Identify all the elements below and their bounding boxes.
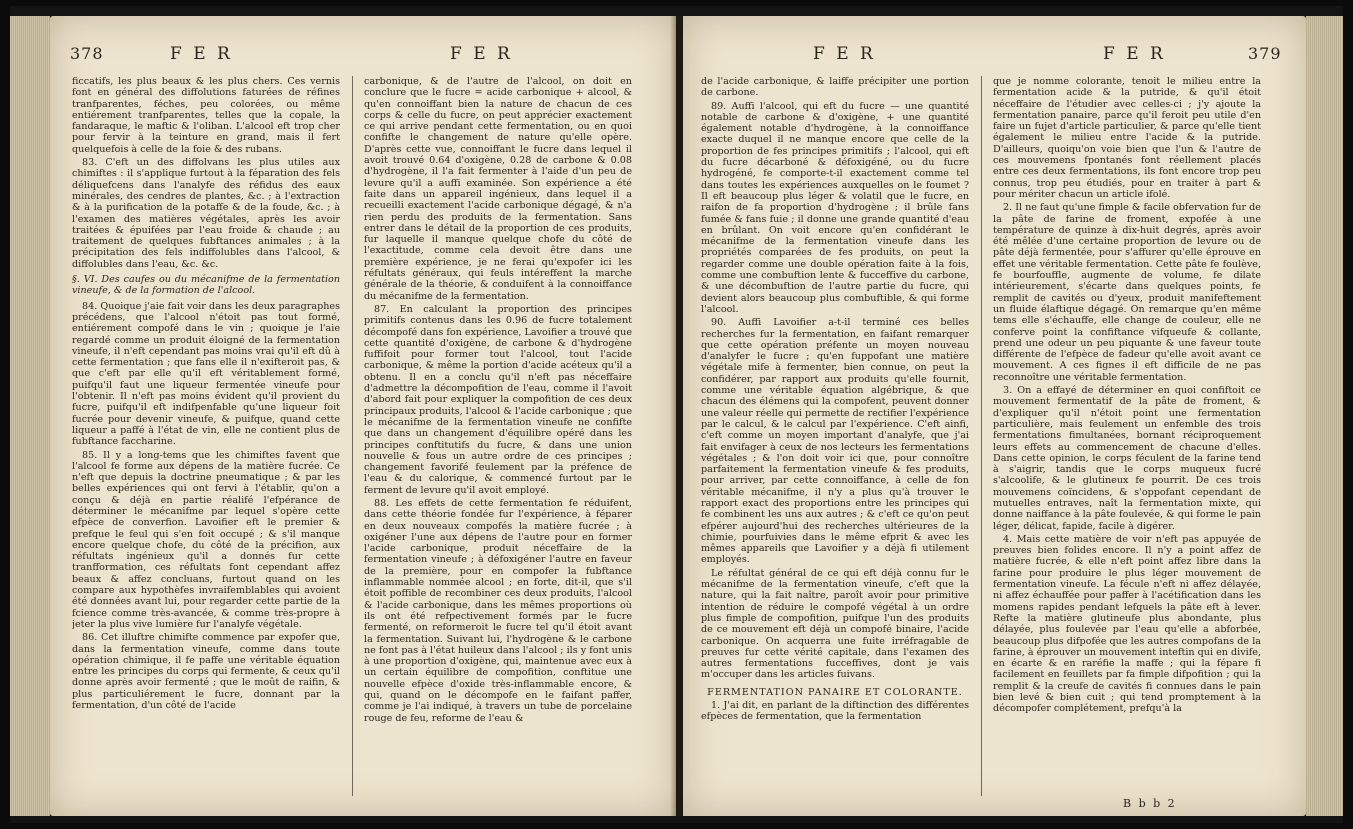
page-edges-right	[1306, 16, 1343, 816]
right-col-1	[701, 76, 969, 796]
page-edges-left	[10, 16, 50, 816]
left-col-1	[72, 76, 340, 796]
left-page-number: 378	[70, 44, 104, 63]
paragraph: 85. Il y a long-tems que les chimiftes favent que l'alcool fe forme aux dépens de la matière fucrée. Ce n'eft que depuis la doctrine pneumatique ; & par les belles expériences qui ont fervi à l'établir, qu'on a conçu & déjà en partie réalifé l'efpérance de déterminer le mécanifme par lequel s'opère cette efpèce de converfion. Lavoifier eft le premier & prefque le feul qui s'en foit occupé ; & s'il manque encore quelque chofe, du côté de la précifion, aux réfultats ingénieux qu'il a donnés fur cette tranfformation, ces réfultats font cependant affez beaux & affez concluans, furtout quand on les compare aux hypothèfes invraifemblables qui avoient été données avant lui, pour regarder cette partie de la fcience comme très-avancée, & comme très-propre à jeter la plus vive lumière fur l'analyfe végétale.	[72, 449, 340, 630]
article-heading: FERMENTATION PANAIRE ET COLORANTE.	[707, 686, 963, 698]
right-page	[683, 16, 1306, 816]
right-running-head-title: F E R	[813, 44, 876, 64]
left-running-head	[50, 44, 676, 70]
paragraph: 90. Auffi Lavoifier a-t-il terminé ces belles recherches fur la fermentation, en faifant remarquer que cette opération préfente un moyen nouveau d'analyfer le fucre ; qu'en fuppofant une matière végétale mife à fermenter, bien connue, on peut la confidérer, par rapport aux produits qu'elle fournit, comme une véritable équation algébrique, & que chacun des élémens qui la compofent, peuvent donner une valeur réelle qui permette de rectifier l'expérience par le calcul, & le calcul par l'expérience. C'eft ainfi, c'eft comme un moyen important d'analyfe, que j'ai fait envifager à ceux de nos lecteurs les fermentations végétales ; & l'on doit voir ici que, pour connoître parfaitement la fermentation vineufe & fes produits, pour arriver, par cette connoiffance, à celle de fon véritable mécanifme, il n'y a plus qu'à trouver le rapport exact des proportions entre les principes qui fe combinent les uns aux autres ; & c'eft ce qu'on peut efpérer aujourd'hui des recherches ultérieures de la chimie, pourfuivies dans le même efprit & avec les mêmes appareils que Lavoifier y a déjà fi utilement employés.	[701, 317, 969, 566]
column-rule	[981, 76, 982, 796]
paragraph: 83. C'eft un des diffolvans les plus utiles aux chimiftes : il s'applique furtout à la féparation des fels déliquefcens dans l'analyfe des réfidus des eaux minérales, des cendres de plantes, &c. ; à l'extraction & à la purification de la potaffe & de la foude, &c. ; à l'examen des matières végétales, après les avoir traitées & épuifées par l'eau froide & chaude ; au traitement de quelques fubftances animales ; à la précipitation des fels indiffolubles dans l'alcool, & diffolubles dans l'eau, &c. &c.	[72, 157, 340, 270]
paragraph: de l'acide carbonique, & laiffe précipiter une portion de carbone.	[701, 76, 969, 99]
right-page-columns	[701, 76, 1291, 796]
paragraph: 3. On a effayé de déterminer en quoi confiftoit ce mouvement fermentatif de la pâte de froment, & d'expliquer qu'il n'étoit point une fermentation particulière, mais feulement un enfemble des trois fermentations fimultanées, bornant réciproquement leurs effets au commencement de chacune d'elles. Dans cette opinion, le corps féculent de la farine tend à s'aigrir, tandis que le corps muqueux fucré s'alcoolife, & le glutineux fe pourrit. De ces trois mouvemens coïncidens, & s'oppofant cependant de mutuelles entraves, naît la fermentation mixte, qui donne naiffance à la pâte foulevée, & qui forme le pain léger, délicat, fapide, facile à digérer.	[993, 385, 1261, 532]
right-running-head	[683, 44, 1306, 70]
book-spread	[10, 6, 1343, 823]
left-running-head-title-2: F E R	[450, 44, 513, 64]
right-page-number: 379	[1248, 44, 1282, 63]
paragraph: 87. En calculant la proportion des principes primitifs contenus dans les 0.96 de fucre totalement décompofé dans fon expérience, Lavoifier a trouvé que cette quantité d'oxigène, de carbone & d'hydrogène fuffifoit pour former tout l'alcool, tout l'acide carbonique, & même la portion d'acide acéteux qu'il a obtenu. Il en a conclu qu'il n'eft pas néceffaire d'admettre la décompofition de l'eau, comme il l'avoit d'abord fait pour expliquer la compofition de ces deux principaux produits, l'alcool & l'acide carbonique ; que le mécanifme de la fermentation vineufe ne confifte que dans un changement d'équilibre opéré dans les principes conftitutifs du fucre, & dans une union nouvelle & fous un autre ordre de ces principes ; changement favorifé feulement par la préfence de l'eau & du calorique, & commencé furtout par le ferment de levure qu'il avoit employé.	[364, 303, 632, 496]
paragraph: ficcatifs, les plus beaux & les plus chers. Ces vernis font en général des diffolutions faturées de réfines tranfparentes, féches, peu colorées, ou même entiérement tranfparentes, telles que la copale, la fandaraque, le maftic & l'oliban. L'alcool eft trop cher pour fervir à la teinture en grand, mais il fert quelquefois à celle de la foie & des rubans.	[72, 76, 340, 155]
paragraph: 84. Quoique j'aie fait voir dans les deux paragraphes précédens, que l'alcool n'étoit pas tout formé, entiérement compofé dans le vin ; quoique je l'aie regardé comme un produit éloigné de la fermentation vineufe, il n'eft cependant pas moins vrai qu'il eft dû à cette fermentation ; que fans elle il n'exifteroit pas, & que c'eft par elle qu'il eft véritablement formé, puifqu'il faut une liqueur fermentée vineufe pour l'obtenir. Il n'eft pas moins évident qu'il provient du fucre, puifqu'il eft indifpenfable qu'une liqueur foit fucrée pour devenir vineufe, & puifque, quand cette liqueur a paffé à l'état de vin, elle ne contient plus de fubftance faccharine.	[72, 300, 340, 448]
left-page-columns	[72, 76, 662, 796]
paragraph: 2. Il ne faut qu'une fimple & facile obfervation fur de la pâte de farine de froment, expofée à une température de quinze à dix-huit degrés, après avoir été mêlée d'une certaine proportion de levure ou de pâte déjà fermentée, pour s'affurer qu'elle éprouve en effet une véritable fermentation. Cette pâte fe foulève, fe bourfouffle, augmente de volume, fe dilate intérieurement, s'écarte dans quelques points, fe remplit de cavités ou d'yeux, produit manifeftement un fluide élaftique dégagé. On remarque qu'en même tems elle s'échauffe, elle change de couleur, elle ne conferve point la confiftance vifqueufe & collante, prend une odeur un peu piquante & une faveur toute différente de l'efpèce de fadeur qu'elle avoit avant ce mouvement. A ces fignes il eft difficile de ne pas reconnoître une véritable fermentation.	[993, 202, 1261, 383]
paragraph: Le réfultat général de ce qui eft déjà connu fur le mécanifme de la fermentation vineufe, c'eft que la nature, qui la fait naître, paroît avoir pour primitive intention de réduire le compofé végétal à un ordre plus fimple de compofition, puifque l'un des produits de ce mouvement eft déjà un compofé binaire, l'acide carbonique. On acquerra une fuite irréfragable de preuves fur cette vérité capitale, dans l'examen des autres fermentations fucceffives, dont je vais m'occuper dans les articles fuivans.	[701, 567, 969, 681]
left-col-2	[364, 76, 632, 796]
paragraph: que je nomme colorante, tenoit le milieu entre la fermentation acide & la putride, & qu'il étoit néceffaire de l'étudier avec celles-ci ; j'y ajoute la fermentation panaire, parce qu'il feroit peu utile d'en faire un fujet d'article particulier, & parce qu'elle tient également le milieu entre l'acide & la putride. D'ailleurs, quoiqu'on voie bien que l'un & l'autre de ces mouvemens fpontanés font réellement placés entre ces deux fermentations, ils font encore trop peu connus, trop peu étudiés, pour en traiter à part & pour mériter chacun un article ifolé.	[993, 76, 1261, 200]
paragraph: 88. Les effets de cette fermentation fe réduifent, dans cette théorie fondée fur l'expérience, à féparer en deux nouveaux compofés la matière fucrée ; à oxigéner l'une aux dépens de l'autre pour en former l'acide carbonique, produit néceffaire de la fermentation vineufe ; à défoxigéner l'autre en faveur de la première, pour en compofer la fubftance inflammable nommée alcool ; en forte, dit-il, que s'il étoit poffible de recombiner ces deux produits, l'alcool & l'acide carbonique, dans les mêmes proportions où ils ont été refpectivement formés par le fucre fermenté, on reformeroit le fucre tel qu'il étoit avant la fermentation. Suivant lui, l'hydrogène & le carbone ne font pas à l'état huileux dans l'alcool ; ils y font unis à une proportion d'oxigène, qui, maintenue avec eux à un certain équilibre de compofition, conftitue une nouvelle efpèce d'oxide très-inflammable encore, & qui, quand on le décompofe en le faifant paffer, comme je l'ai indiqué, à travers un tube de porcelaine rouge de feu, reforme de l'eau &	[364, 497, 632, 724]
right-col-2	[993, 76, 1261, 796]
left-running-head-title: F E R	[170, 44, 233, 64]
paragraph: 86. Cet illuftre chimifte commence par expofer que, dans la fermentation vineufe, comme dans toute opération chimique, il fe paffe une véritable équation entre les principes du corps qui fermente, & ceux qu'il donne après avoir fermenté ; que le moût de raifin, & plus particuliérement le fucre, donnant par la fermentation, d'un côté de l'acide	[72, 632, 340, 712]
paragraph: 89. Auffi l'alcool, qui eft du fucre — une quantité notable de carbone & d'oxigène, + une quantité également notable d'hydrogène, à la connoiffance exacte duquel il ne manque encore que celle de la proportion de fes principes primitifs ; l'alcool, qui eft du fucre décarboné & défoxigéné, ou du fucre hydrogéné, fe comporte-t-il exactement comme tel dans toutes les expériences auxquelles on le foumet ? Il eft beaucoup plus léger & volatil que le fucre, en raifon de fa proportion d'hydrogène ; il brûle fans fumée & fans fuie ; il donne une grande quantité d'eau en brûlant. On voit encore qu'en confidérant le mécanifme de la fermentation vineufe dans les propriétés comparées de fes produits, on peut la regarder comme une double opération faite à la fois, comme une combuftion lente & fucceffive du carbone, & une décombuftion de l'autre partie du fucre, qui devient alors beaucoup plus combuftible, & qui forme l'alcool.	[701, 100, 969, 315]
left-page	[50, 16, 676, 816]
paragraph: 4. Mais cette matière de voir n'eft pas appuyée de preuves bien folides encore. Il n'y a point affez de matière fucrée, & elle n'eft point affez libre dans la farine pour produire le plus léger mouvement de fermentation vineufe. La fécule n'eft ni affez délayée, ni affez échauffée pour paffer à l'acétification dans les momens rapides pendant lefquels la pâte eft à lever. Refte la matière glutineufe plus abondante, plus délayée, plus foulevée par l'eau qu'elle a abforbée, beaucoup plus difpofée que les autres compofans de la farine, à éprouver un mouvement inteftin qui en divife, en écarte & en raréfie la maffe ; qui la fépare fi facilement en feuillets par fa fimple difpofition ; qui la remplit & la creufe de cavités fi connues dans le pain bien levé & bien cuit ; qui tend promptement à la décompofer complétement, prefqu'à la	[993, 533, 1261, 715]
section-heading: §. VI. Des caufes ou du mécanifme de la fermentation vineufe, & de la formation de l'alcool.	[72, 274, 340, 297]
signature-mark: B b b 2	[1123, 797, 1177, 810]
paragraph: 1. J'ai dit, en parlant de la diftinction des différentes efpèces de fermentation, que la fermentation	[701, 700, 969, 723]
paragraph: carbonique, & de l'autre de l'alcool, on doit en conclure que le fucre = acide carbonique + alcool, & qu'en connoiffant bien la nature de chacun de ces corps & celle du fucre, on peut apprécier exactement ce qui arrive pendant cette fermentation, ou en quoi confifte le changement de nature qu'elle opère. D'après cette vue, connoiffant le fucre dans lequel il avoit trouvé 0.64 d'oxigène, 0.28 de carbone & 0.08 d'hydrogène, il l'a fait fermenter à l'aide d'un peu de levure qu'il a auffi examinée. Son expérience a été faite dans un appareil ingénieux, dans lequel il a recueilli exactement l'acide carbonique dégagé, & n'a rien perdu des produits de la fermentation. Sans entrer dans le détail de la proportion de ces produits, fur laquelle il manque quelque chofe du côté de l'exactitude, comme cela devoit être dans une première expérience, je ne ferai qu'expofer ici les réfultats généraux, qui feuls intéreffent la marche générale de la théorie, & conduifent à la connoiffance du mécanifme de la fermentation.	[364, 76, 632, 302]
column-rule	[352, 76, 353, 796]
right-running-head-title-2: F E R	[1103, 44, 1166, 64]
